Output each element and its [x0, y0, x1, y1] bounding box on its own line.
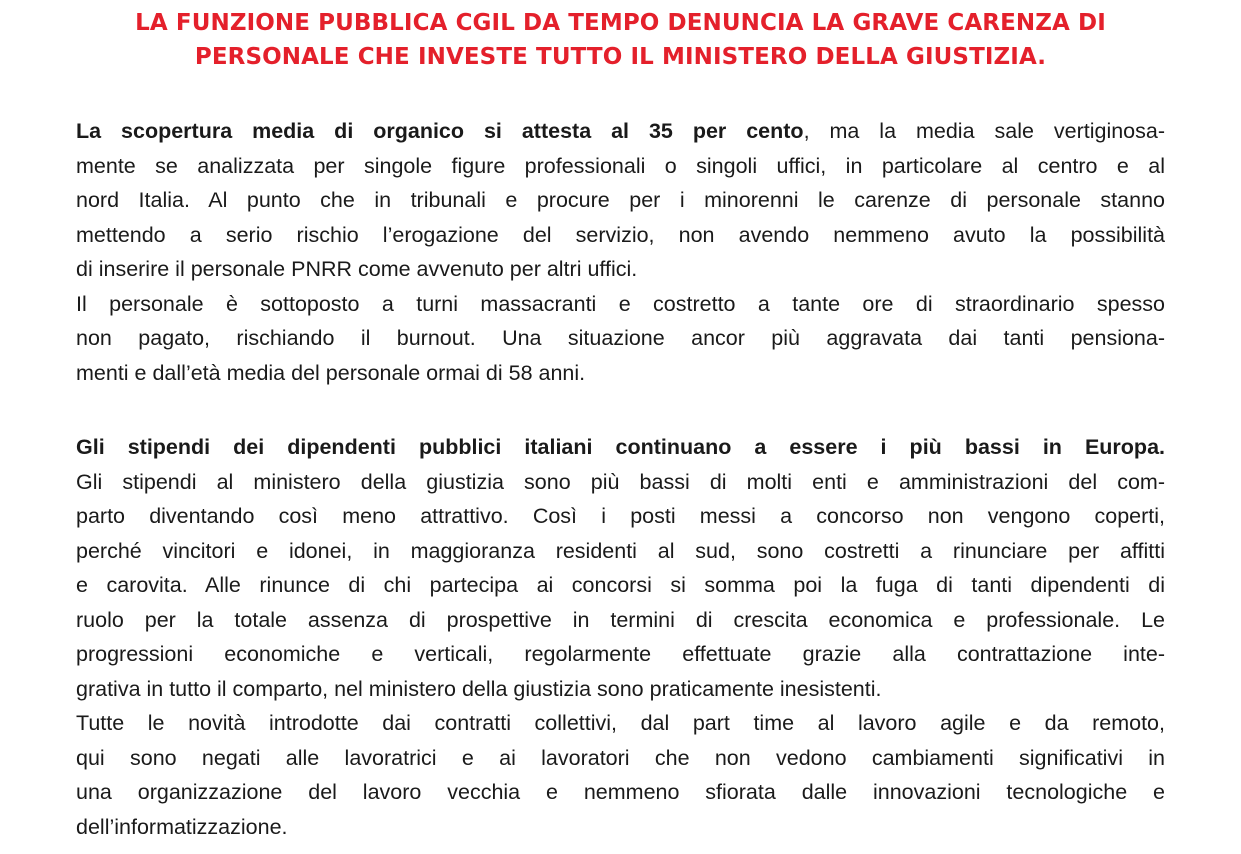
- bold-lead: La scopertura media di organico si attesta al 35 per cento: [76, 119, 804, 143]
- text-line: grativa in tutto il comparto, nel ministero della giustizia sono praticamente inesistenti.: [76, 676, 882, 701]
- text-line: perché vincitori e idonei, in maggioranza residenti al sud, sono costretti a rinunciare per affitti: [76, 538, 1165, 563]
- text-line: [76, 114, 1165, 149]
- paragraph-salaries: [76, 430, 1165, 844]
- text-line: Il personale è sottoposto a turni massacranti e costretto a tante ore di straordinario spesso: [76, 291, 1165, 316]
- title-line-1: LA FUNZIONE PUBBLICA CGIL DA TEMPO DENUNCIA LA GRAVE CARENZA DI: [135, 10, 1106, 36]
- text-line: menti e dall’età media del personale ormai di 58 anni.: [76, 360, 586, 385]
- text-fragment: , ma la media sale vertiginosa-: [803, 119, 1166, 143]
- text-line: di inserire il personale PNRR come avvenuto per altri uffici.: [76, 257, 638, 281]
- text-line: ruolo per la totale assenza di prospettive in termini di crescita economica e professionale. Le: [76, 607, 1165, 632]
- text-line: dell’informatizzazione.: [76, 814, 288, 839]
- text-line: non pagato, rischiando il burnout. Una situazione ancor più aggravata dai tanti pensiona-: [76, 326, 1165, 350]
- text-line: mente se analizzata per singole figure professionali o singoli uffici, in particolare al centro e al: [76, 153, 1165, 178]
- page-title: [60, 6, 1181, 74]
- text-line: nord Italia. Al punto che in tribunali e procure per i minorenni le carenze di personale stanno: [76, 188, 1165, 212]
- paragraph-staff-shortage: [76, 114, 1165, 390]
- text-line: una organizzazione del lavoro vecchia e nemmeno sfiorata dalle innovazioni tecnologiche e: [76, 780, 1165, 804]
- text-line: progressioni economiche e verticali, regolarmente effettuate grazie alla contrattazione inte-: [76, 642, 1165, 666]
- text-line: qui sono negati alle lavoratrici e ai lavoratori che non vedono cambiamenti significativi in: [76, 745, 1165, 770]
- title-line-2: PERSONALE CHE INVESTE TUTTO IL MINISTERO DELLA GIUSTIZIA.: [194, 44, 1047, 70]
- text-line: parto diventando così meno attrattivo. Così i posti messi a concorso non vengono coperti,: [76, 504, 1165, 528]
- section-heading: Gli stipendi dei dipendenti pubblici italiani continuano a essere i più bassi in Europa.: [76, 435, 1165, 459]
- text-line: e carovita. Alle rinunce di chi partecipa ai concorsi si somma poi la fuga di tanti dipendenti di: [76, 573, 1165, 597]
- text-line: mettendo a serio rischio l’erogazione del servizio, non avendo nemmeno avuto la possibilità: [76, 222, 1165, 247]
- text-line: Gli stipendi al ministero della giustizia sono più bassi di molti enti e amministrazioni del com-: [76, 469, 1165, 494]
- text-line: Tutte le novità introdotte dai contratti collettivi, dal part time al lavoro agile e da remoto,: [76, 711, 1165, 735]
